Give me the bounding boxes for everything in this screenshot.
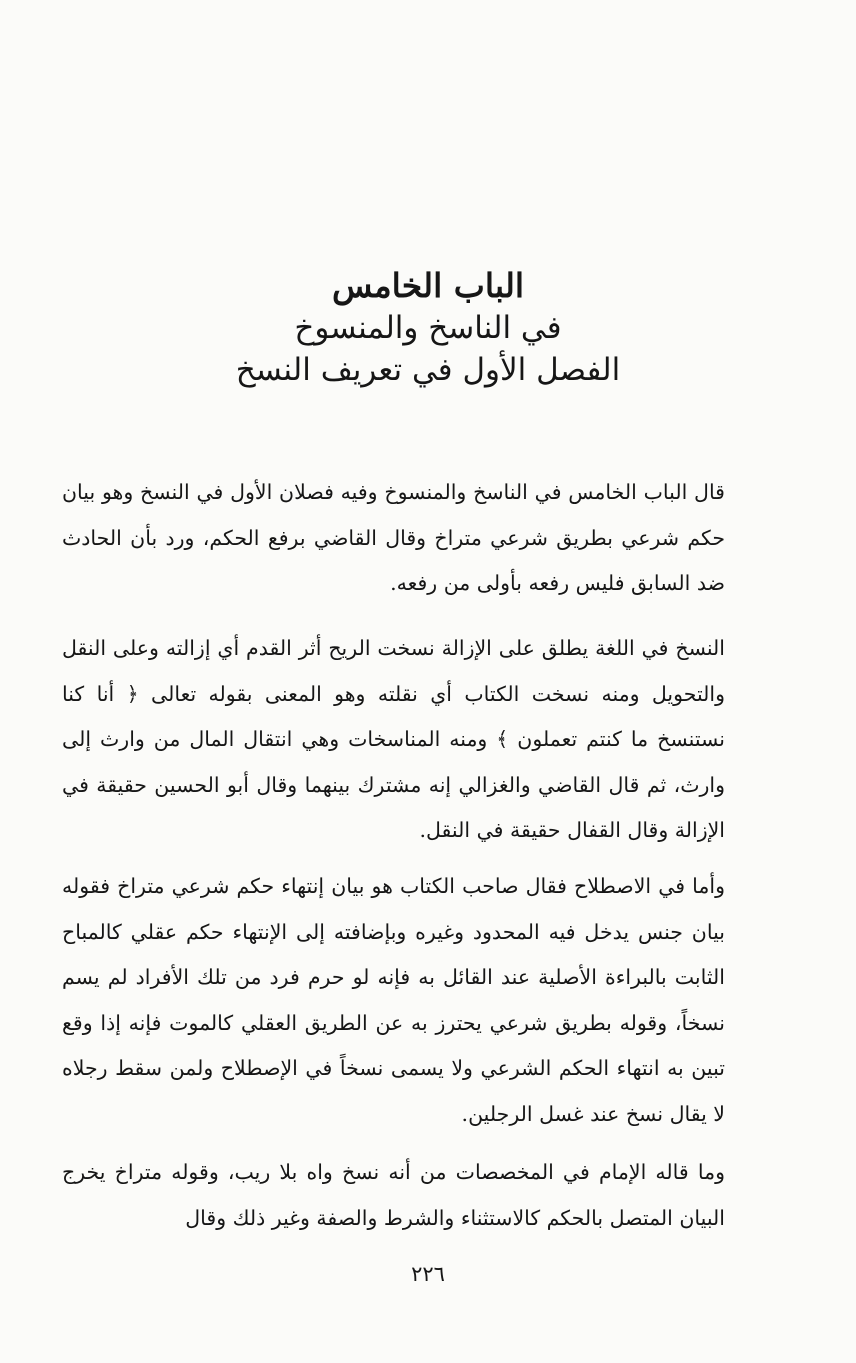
paragraph-text: النسخ في اللغة يطلق على الإزالة نسخت الريح أثر القدم أي إزالته وعلى النقل والتحويل ومنه نسخت الكتاب أي نقلته وهو المعنى بقوله تعالى ﴿ أنا كنا نستنسخ ما كنتم تعملون ﴾ ومنه المناسخات وهي انتقال المال من وارث إلى وارث، ثم قال القاضي والغزالي إنه مشترك بينهما وقال أبو الحسين حقيقة في الإزالة وقال القفال حقيقة في النقل. [62,636,725,842]
page-number: ٢٢٦ [411,1262,445,1286]
paragraph-text: وما قاله الإمام في المخصصات من أنه نسخ واه بلا ريب، وقوله متراخ يخرج البيان المتصل بالحكم كالاستثناء والشرط والصفة وغير ذلك وقال [62,1160,725,1230]
chapter-title: الباب الخامس [331,266,525,305]
paragraph-3 [62,864,725,1137]
chapter-subject: في الناسخ والمنسوخ [294,310,562,346]
paragraph-text: وأما في الاصطلاح فقال صاحب الكتاب هو بيان إنتهاء حكم شرعي متراخ فقوله بيان جنس يدخل فيه المحدود وغيره وبإضافته إلى الإنتهاء حكم عقلي كالمباح الثابت بالبراءة الأصلية عند القائل به فإنه لو حرم فرد من تلك الأفراد لم يسم نسخاً، وقوله بطريق شرعي يحترز به عن الطريق العقلي كالموت فإنه إذا وقع تبين به انتهاء الحكم الشرعي ولا يسمى نسخاً في الإصطلاح ولمن سقط رجلاه لا يقال نسخ عند غسل الرجلين. [62,874,725,1126]
paragraph-1 [62,470,725,607]
paragraph-2 [62,626,725,854]
paragraph-4 [62,1150,725,1241]
paragraph-text: قال الباب الخامس في الناسخ والمنسوخ وفيه فصلان الأول في النسخ وهو بيان حكم شرعي بطريق شرعي متراخ وقال القاضي برفع الحكم، ورد بأن الحادث ضد السابق فليس رفعه بأولى من رفعه. [62,480,725,595]
section-title: الفصل الأول في تعريف النسخ [235,352,621,388]
